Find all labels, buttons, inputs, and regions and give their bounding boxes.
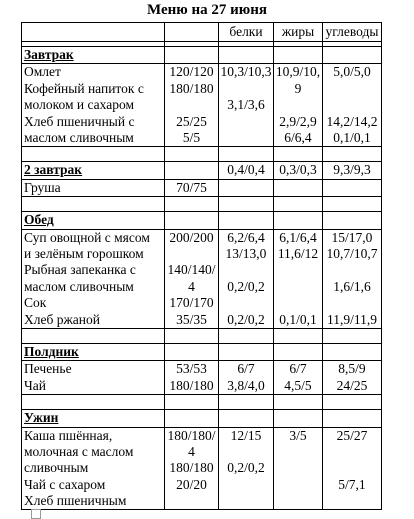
spacer-cell: [219, 197, 274, 212]
value-line: 180/180: [169, 80, 214, 96]
proteins-cell: [219, 361, 274, 395]
table-row: [22, 64, 382, 147]
value-line: [274, 295, 322, 311]
section-title-cell: [22, 162, 165, 179]
value-line: 3,1/3,6: [227, 97, 265, 113]
proteins-cell: [219, 229, 274, 328]
section-title-cell: [22, 47, 165, 64]
value-line: [165, 493, 218, 509]
value-line: [323, 81, 381, 97]
fats-cell: [274, 410, 323, 427]
value-line: 6,1/6,4: [279, 229, 317, 245]
dish-line: Чай с сахаром: [24, 476, 106, 492]
value-line: [323, 444, 381, 460]
value-line: 0,4/0,4: [227, 162, 265, 178]
section-title: Обед: [24, 212, 54, 228]
spacer-cell: [22, 147, 165, 162]
header-blank-portion: [165, 23, 219, 42]
dish-line: сливочным: [24, 460, 89, 476]
dish-cell: [22, 64, 165, 147]
section-header-row: [22, 212, 382, 229]
proteins-cell: [219, 212, 274, 229]
value-line: 13/13,0: [225, 245, 267, 261]
dish-line: Хлеб ржаной: [24, 311, 100, 327]
value-line: 4,5/5: [284, 377, 312, 393]
dish-cell: [22, 427, 165, 510]
value-line: 0,2/0,2: [227, 311, 265, 327]
value-line: [219, 493, 273, 509]
value-line: [219, 262, 273, 278]
value-line: [274, 279, 322, 295]
proteins-cell: [219, 427, 274, 510]
section-title: 2 завтрак: [24, 162, 83, 178]
spacer-cell: [323, 147, 382, 162]
value-line: 25/27: [336, 427, 368, 443]
table-row: [22, 361, 382, 395]
spacer-cell: [22, 197, 165, 212]
carbs-cell: [323, 212, 382, 229]
dish-line: Сок: [24, 295, 47, 311]
fats-cell: [274, 64, 323, 147]
value-line: 5/7,1: [338, 476, 366, 492]
header-proteins: белки: [219, 23, 274, 42]
spacer-cell: [165, 197, 219, 212]
section-spacer-row: [22, 395, 382, 410]
portion-cell: [165, 64, 219, 147]
value-line: [219, 295, 273, 311]
value-line: 4: [188, 443, 195, 459]
portion-cell: [165, 47, 219, 64]
value-line: 11,6/12: [277, 245, 319, 261]
value-line: 10,9/10,: [275, 64, 321, 80]
table-row: [22, 179, 382, 196]
carbs-cell: [323, 361, 382, 395]
value-line: 3/5: [289, 427, 307, 443]
carbs-cell: [323, 343, 382, 360]
spacer-cell: [274, 147, 323, 162]
spacer-cell: [323, 197, 382, 212]
proteins-cell: [219, 47, 274, 64]
value-line: [323, 493, 381, 509]
section-title: Завтрак: [24, 47, 74, 62]
fats-cell: [274, 179, 323, 196]
dish-line: и зелёным горошком: [24, 245, 144, 261]
value-line: 4: [188, 278, 195, 294]
carbs-cell: [323, 410, 382, 427]
value-line: [219, 81, 273, 97]
spacer-cell: [323, 395, 382, 410]
value-line: [274, 444, 322, 460]
value-line: 35/35: [176, 311, 207, 327]
section-title-cell: [22, 212, 165, 229]
value-line: [323, 460, 381, 476]
dish-line: маслом сливочным: [24, 129, 134, 145]
value-line: [323, 97, 381, 113]
dish-line: Суп овощной с мясом: [24, 229, 150, 245]
proteins-cell: [219, 179, 274, 196]
fats-cell: [274, 47, 323, 64]
fats-cell: [274, 427, 323, 510]
portion-cell: [165, 361, 219, 395]
section-title: Ужин: [24, 410, 59, 426]
section-title-cell: [22, 343, 165, 360]
value-line: [165, 246, 218, 262]
header-fats: жиры: [274, 23, 323, 42]
dish-line: Хлеб пшеничным: [24, 493, 127, 509]
dish-line: Чай: [24, 377, 46, 393]
value-line: [323, 262, 381, 278]
carbs-cell: [323, 47, 382, 64]
dish-line: Груша: [24, 179, 61, 195]
value-line: 6/7: [237, 361, 255, 377]
spacer-cell: [219, 147, 274, 162]
dish-line: Омлет: [24, 64, 61, 80]
value-line: 0,3/0,3: [279, 162, 317, 178]
portion-cell: [165, 410, 219, 427]
menu-table: [21, 22, 382, 510]
carbs-cell: [323, 162, 382, 179]
dish-line: молоком и сахаром: [24, 97, 134, 113]
value-line: [219, 114, 273, 130]
page-title: Меню на 27 июня: [147, 2, 267, 18]
carbs-cell: [323, 64, 382, 147]
value-line: 1,6/1,6: [333, 278, 371, 294]
value-line: 11,9/11,9: [327, 311, 377, 327]
value-line: 24/25: [336, 377, 368, 393]
fats-cell: [274, 361, 323, 395]
value-line: [219, 444, 273, 460]
dish-line: молочная с маслом: [24, 443, 134, 459]
value-line: 9,3/9,3: [333, 162, 371, 178]
portion-cell: [165, 212, 219, 229]
spacer-cell: [165, 395, 219, 410]
section-spacer-row: [22, 328, 382, 343]
header-carbs: углеводы: [323, 23, 382, 42]
value-line: 2,9/2,9: [279, 113, 317, 129]
value-line: 14,2/14,2: [326, 113, 378, 129]
value-line: 140/140/: [167, 262, 216, 278]
dish-cell: [22, 361, 165, 395]
section-spacer-row: [22, 197, 382, 212]
section-title: Полдник: [24, 343, 79, 359]
spacer-cell: [274, 395, 323, 410]
portion-cell: [165, 427, 219, 510]
dish-cell: [22, 179, 165, 196]
value-line: 0,1/0,1: [333, 129, 371, 145]
value-line: [165, 97, 218, 113]
spacer-cell: [274, 197, 323, 212]
dish-line: Рыбная запеканка с: [24, 262, 136, 278]
proteins-cell: [219, 410, 274, 427]
value-line: 12/15: [230, 427, 262, 443]
carbs-cell: [323, 229, 382, 328]
value-line: 10,3/10,3: [220, 64, 272, 80]
value-line: 25/25: [176, 113, 207, 129]
dish-line: Каша пшённая,: [24, 427, 113, 443]
portion-cell: [165, 162, 219, 179]
dish-cell: [22, 229, 165, 328]
value-line: 3,8/4,0: [227, 377, 265, 393]
dish-line: Печенье: [24, 361, 72, 377]
value-line: 120/120: [169, 64, 214, 80]
section-header-row: [22, 343, 382, 360]
value-line: 6,2/6,4: [227, 229, 265, 245]
spacer-cell: [219, 395, 274, 410]
value-line: 10,7/10,7: [326, 245, 378, 261]
value-line: [323, 295, 381, 311]
header-blank-name: [22, 23, 165, 42]
value-line: [274, 477, 322, 493]
carbs-cell: [323, 427, 382, 510]
value-line: 0,2/0,2: [227, 460, 265, 476]
value-line: 70/75: [176, 179, 207, 195]
value-line: 200/200: [169, 229, 214, 245]
value-line: 15/17,0: [331, 229, 373, 245]
value-line: 8,5/9: [338, 361, 366, 377]
value-line: 5/5: [182, 129, 201, 145]
spacer-cell: [165, 328, 219, 343]
table-row: [22, 229, 382, 328]
value-line: 20/20: [176, 476, 207, 492]
spacer-cell: [219, 328, 274, 343]
value-line: 180/180/: [167, 427, 216, 443]
value-line: 6/7: [289, 361, 307, 377]
section-header-row: [22, 47, 382, 64]
proteins-cell: [219, 64, 274, 147]
section-header-row: [22, 410, 382, 427]
fats-cell: [274, 212, 323, 229]
spacer-cell: [22, 328, 165, 343]
spacer-cell: [22, 395, 165, 410]
table-row: [22, 427, 382, 510]
portion-cell: [165, 343, 219, 360]
portion-cell: [165, 179, 219, 196]
value-line: [274, 493, 322, 509]
proteins-cell: [219, 162, 274, 179]
value-line: 0,2/0,2: [227, 278, 265, 294]
dish-line: маслом сливочным: [24, 278, 134, 294]
value-line: [274, 262, 322, 278]
spacer-cell: [323, 328, 382, 343]
proteins-cell: [219, 343, 274, 360]
portion-cell: [165, 229, 219, 328]
fats-cell: [274, 229, 323, 328]
section-spacer-row: [22, 147, 382, 162]
carbs-cell: [323, 179, 382, 196]
value-line: 180/180: [169, 460, 214, 476]
spacer-cell: [165, 147, 219, 162]
value-line: 6/6,4: [284, 129, 312, 145]
value-line: [274, 97, 322, 113]
value-line: 9: [294, 80, 302, 96]
spacer-cell: [274, 328, 323, 343]
fats-cell: [274, 162, 323, 179]
value-line: 0,1/0,1: [279, 311, 317, 327]
value-line: [219, 130, 273, 146]
section-header-row: [22, 162, 382, 179]
checkbox-marker: [31, 509, 41, 519]
value-line: 180/180: [169, 377, 214, 393]
value-line: 5,0/5,0: [333, 64, 371, 80]
value-line: 53/53: [176, 361, 207, 377]
dish-line: Хлеб пшеничный с: [24, 113, 135, 129]
dish-line: Кофейный напиток с: [24, 80, 144, 96]
fats-cell: [274, 343, 323, 360]
value-line: 170/170: [169, 295, 214, 311]
value-line: [219, 477, 273, 493]
header-row: [22, 23, 382, 42]
value-line: [274, 460, 322, 476]
section-title-cell: [22, 410, 165, 427]
